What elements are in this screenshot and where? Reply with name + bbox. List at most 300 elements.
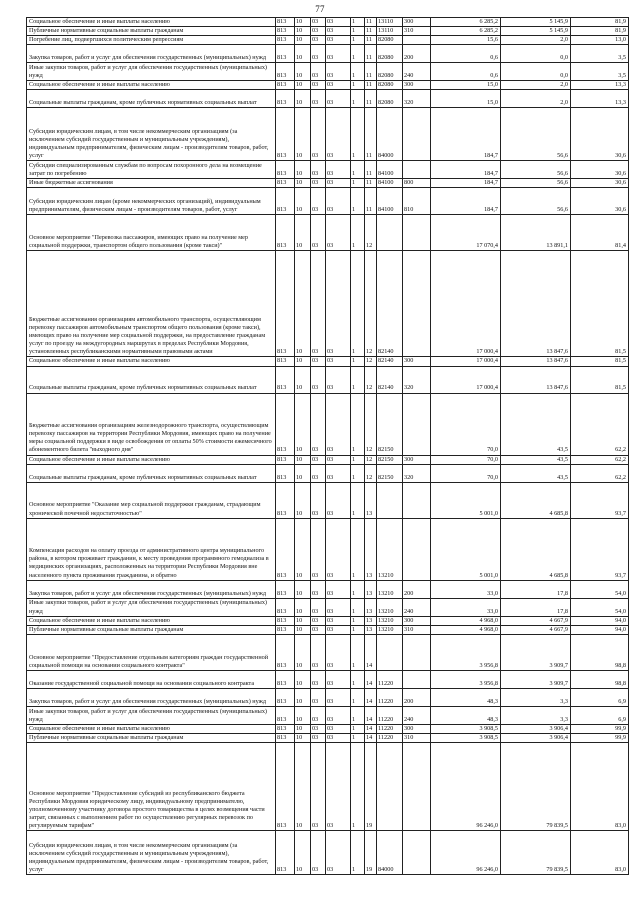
execution-percent: 62,2 <box>571 455 629 464</box>
row-name: Компенсация расходов на оплату проезда от административного центра муниципального района, в котором проживает гражданин, к месту проведения программного гемодиализа в медицинских организациях, расположенных на территории Республики Мордовия вне населенного пункта проживания гражданина, и обратно <box>27 518 276 580</box>
executed-amount: 79 839,5 <box>501 831 571 875</box>
row-name: Субсидии специализированным службам по вопросам похоронного дела на возмещение затрат по погребению <box>27 161 276 179</box>
approved-amount: 3 908,5 <box>431 724 501 733</box>
section-code: 10 <box>295 108 311 161</box>
ministry-code: 813 <box>276 598 295 616</box>
approved-amount: 96 246,0 <box>431 831 501 875</box>
execution-percent: 30,6 <box>571 108 629 161</box>
subprogram-code: 1 <box>351 688 365 706</box>
section-code: 10 <box>295 393 311 455</box>
table-row <box>27 580 629 598</box>
direction-code: 82140 <box>377 366 403 393</box>
row-name: Погребение лиц, подвергшихся политическим репрессиям <box>27 36 276 45</box>
table-row <box>27 45 629 63</box>
subsection-code: 03 <box>311 36 326 45</box>
table-row <box>27 251 629 357</box>
row-name: Основное мероприятие "Перевозка пассажиров, имеющих право на получение мер социальной поддержки, транспортом общего пользования (кроме такси)" <box>27 215 276 251</box>
approved-amount: 70,0 <box>431 393 501 455</box>
expense-type-code: 300 <box>403 724 431 733</box>
row-name: Бюджетные ассигнования организациям железнодорожного транспорта, осуществляющим перевозку пассажиров на территории Республики Мордовия, имеющих право на получение меры социальной поддержки в виде освобождения от оплаты 50% стоимости ежемесячного абонементного билета "выходного дня" <box>27 393 276 455</box>
table-row <box>27 81 629 90</box>
approved-amount: 48,3 <box>431 706 501 724</box>
subsection-code: 03 <box>311 90 326 108</box>
approved-amount: 17 070,4 <box>431 215 501 251</box>
subsection-code: 03 <box>311 27 326 36</box>
executed-amount: 56,6 <box>501 188 571 215</box>
direction-code: 11220 <box>377 706 403 724</box>
row-name: Субсидии юридическим лицам, в том числе некоммерческим организациям (за исключением субсидий государственным и муниципальным учреждениям), индивидуальным предпринимателям, физическим лицам - производителям товаров, работ, услуг <box>27 831 276 875</box>
expense-type-code <box>403 634 431 670</box>
row-name: Иные закупки товаров, работ и услуг для обеспечения государственных (муниципальных) нужд <box>27 598 276 616</box>
ministry-code: 813 <box>276 36 295 45</box>
execution-percent: 81,9 <box>571 27 629 36</box>
event-code: 12 <box>365 366 377 393</box>
approved-amount: 33,0 <box>431 598 501 616</box>
execution-percent: 30,6 <box>571 188 629 215</box>
direction-code: 13210 <box>377 580 403 598</box>
expense-type-code <box>403 161 431 179</box>
approved-amount: 17 000,4 <box>431 366 501 393</box>
execution-percent: 94,0 <box>571 616 629 625</box>
execution-percent: 83,0 <box>571 743 629 831</box>
table-row <box>27 634 629 670</box>
row-name: Субсидии юридическим лицам (кроме некоммерческих организаций), индивидуальным предпринимателям, физическим лицам - производителям товаров, работ, услуг <box>27 188 276 215</box>
subprogram-code: 1 <box>351 18 365 27</box>
row-name: Социальное обеспечение и иные выплаты населению <box>27 616 276 625</box>
approved-amount: 184,7 <box>431 161 501 179</box>
program-code: 03 <box>326 580 351 598</box>
executed-amount: 3 909,7 <box>501 634 571 670</box>
subsection-code: 03 <box>311 482 326 518</box>
program-code: 03 <box>326 45 351 63</box>
program-code: 03 <box>326 688 351 706</box>
subsection-code: 03 <box>311 45 326 63</box>
expense-type-code <box>403 831 431 875</box>
section-code: 10 <box>295 36 311 45</box>
section-code: 10 <box>295 724 311 733</box>
subprogram-code: 1 <box>351 724 365 733</box>
program-code: 03 <box>326 188 351 215</box>
direction-code: 13210 <box>377 625 403 634</box>
section-code: 10 <box>295 251 311 357</box>
table-body <box>27 18 629 875</box>
execution-percent: 93,7 <box>571 518 629 580</box>
expense-type-code: 200 <box>403 580 431 598</box>
row-name: Закупка товаров, работ и услуг для обеспечения государственных (муниципальных) нужд <box>27 580 276 598</box>
program-code: 03 <box>326 161 351 179</box>
row-name: Субсидии юридическим лицам, в том числе некоммерческим организациям (за исключением субсидий государственным и муниципальным учреждениям), индивидуальным предпринимателям, физическим лицам - производителям товаров, работ, услуг <box>27 108 276 161</box>
event-code: 11 <box>365 63 377 81</box>
subprogram-code: 1 <box>351 179 365 188</box>
section-code: 10 <box>295 625 311 634</box>
program-code: 03 <box>326 670 351 688</box>
approved-amount: 48,3 <box>431 688 501 706</box>
subprogram-code: 1 <box>351 634 365 670</box>
row-name: Публичные нормативные социальные выплаты гражданам <box>27 27 276 36</box>
event-code: 13 <box>365 482 377 518</box>
execution-percent: 62,2 <box>571 464 629 482</box>
subprogram-code: 1 <box>351 464 365 482</box>
approved-amount: 15,0 <box>431 90 501 108</box>
table-row <box>27 464 629 482</box>
event-code: 11 <box>365 188 377 215</box>
expense-type-code: 300 <box>403 455 431 464</box>
subprogram-code: 1 <box>351 831 365 875</box>
expense-type-code <box>403 36 431 45</box>
execution-percent: 13,0 <box>571 36 629 45</box>
subsection-code: 03 <box>311 518 326 580</box>
program-code: 03 <box>326 179 351 188</box>
direction-code: 82150 <box>377 393 403 455</box>
section-code: 10 <box>295 743 311 831</box>
expense-type-code <box>403 108 431 161</box>
subsection-code: 03 <box>311 831 326 875</box>
table-row <box>27 688 629 706</box>
budget-table <box>26 17 629 875</box>
table-row <box>27 706 629 724</box>
direction-code <box>377 634 403 670</box>
ministry-code: 813 <box>276 724 295 733</box>
executed-amount: 3,3 <box>501 706 571 724</box>
row-name: Публичные нормативные социальные выплаты гражданам <box>27 625 276 634</box>
direction-code: 82140 <box>377 251 403 357</box>
row-name: Основное мероприятие "Оказание мер социальной поддержки гражданам, страдающим хронической почечной недостаточностью" <box>27 482 276 518</box>
section-code: 10 <box>295 598 311 616</box>
execution-percent: 3,5 <box>571 45 629 63</box>
direction-code: 84100 <box>377 179 403 188</box>
executed-amount: 4 667,9 <box>501 616 571 625</box>
event-code: 11 <box>365 27 377 36</box>
ministry-code: 813 <box>276 188 295 215</box>
approved-amount: 70,0 <box>431 455 501 464</box>
subprogram-code: 1 <box>351 482 365 518</box>
program-code: 03 <box>326 482 351 518</box>
expense-type-code: 310 <box>403 733 431 742</box>
executed-amount: 2,0 <box>501 90 571 108</box>
program-code: 03 <box>326 81 351 90</box>
approved-amount: 3 956,8 <box>431 634 501 670</box>
subprogram-code: 1 <box>351 357 365 366</box>
execution-percent: 30,6 <box>571 161 629 179</box>
program-code: 03 <box>326 357 351 366</box>
ministry-code: 813 <box>276 251 295 357</box>
table-row <box>27 455 629 464</box>
approved-amount: 0,6 <box>431 63 501 81</box>
subprogram-code: 1 <box>351 36 365 45</box>
direction-code: 84000 <box>377 831 403 875</box>
execution-percent: 13,3 <box>571 90 629 108</box>
event-code: 14 <box>365 670 377 688</box>
table-row <box>27 108 629 161</box>
direction-code: 13210 <box>377 598 403 616</box>
event-code: 13 <box>365 598 377 616</box>
ministry-code: 813 <box>276 706 295 724</box>
event-code: 12 <box>365 455 377 464</box>
direction-code: 13210 <box>377 616 403 625</box>
program-code: 03 <box>326 393 351 455</box>
executed-amount: 56,6 <box>501 108 571 161</box>
section-code: 10 <box>295 357 311 366</box>
subprogram-code: 1 <box>351 455 365 464</box>
program-code: 03 <box>326 743 351 831</box>
subprogram-code: 1 <box>351 63 365 81</box>
program-code: 03 <box>326 625 351 634</box>
executed-amount: 43,5 <box>501 464 571 482</box>
row-name: Закупка товаров, работ и услуг для обеспечения государственных (муниципальных) нужд <box>27 688 276 706</box>
subsection-code: 03 <box>311 688 326 706</box>
direction-code: 82080 <box>377 45 403 63</box>
executed-amount: 2,0 <box>501 36 571 45</box>
subsection-code: 03 <box>311 598 326 616</box>
direction-code: 11220 <box>377 688 403 706</box>
program-code: 03 <box>326 733 351 742</box>
ministry-code: 813 <box>276 161 295 179</box>
section-code: 10 <box>295 706 311 724</box>
expense-type-code: 310 <box>403 27 431 36</box>
section-code: 10 <box>295 90 311 108</box>
ministry-code: 813 <box>276 625 295 634</box>
event-code: 11 <box>365 36 377 45</box>
program-code: 03 <box>326 36 351 45</box>
expense-type-code <box>403 215 431 251</box>
program-code: 03 <box>326 616 351 625</box>
event-code: 13 <box>365 580 377 598</box>
row-name: Оказание государственной социальной помощи на основании социального контракта <box>27 670 276 688</box>
event-code: 13 <box>365 616 377 625</box>
event-code: 12 <box>365 464 377 482</box>
table-row <box>27 161 629 179</box>
ministry-code: 813 <box>276 18 295 27</box>
subprogram-code: 1 <box>351 161 365 179</box>
program-code: 03 <box>326 18 351 27</box>
subsection-code: 03 <box>311 733 326 742</box>
execution-percent: 98,8 <box>571 670 629 688</box>
table-row <box>27 518 629 580</box>
section-code: 10 <box>295 482 311 518</box>
approved-amount: 6 285,2 <box>431 18 501 27</box>
table-row <box>27 63 629 81</box>
execution-percent: 81,9 <box>571 18 629 27</box>
executed-amount: 4 667,9 <box>501 625 571 634</box>
row-name: Иные закупки товаров, работ и услуг для обеспечения государственных (муниципальных) нужд <box>27 706 276 724</box>
execution-percent: 62,2 <box>571 393 629 455</box>
execution-percent: 81,5 <box>571 357 629 366</box>
subprogram-code: 1 <box>351 108 365 161</box>
expense-type-code: 320 <box>403 366 431 393</box>
execution-percent: 99,9 <box>571 724 629 733</box>
subprogram-code: 1 <box>351 45 365 63</box>
event-code: 12 <box>365 215 377 251</box>
executed-amount: 2,0 <box>501 81 571 90</box>
event-code: 19 <box>365 743 377 831</box>
direction-code: 84100 <box>377 161 403 179</box>
ministry-code: 813 <box>276 179 295 188</box>
subsection-code: 03 <box>311 455 326 464</box>
row-name: Социальные выплаты гражданам, кроме публичных нормативных социальных выплат <box>27 366 276 393</box>
ministry-code: 813 <box>276 27 295 36</box>
subsection-code: 03 <box>311 706 326 724</box>
row-name: Социальные выплаты гражданам, кроме публичных нормативных социальных выплат <box>27 464 276 482</box>
direction-code: 82080 <box>377 81 403 90</box>
executed-amount: 4 685,8 <box>501 518 571 580</box>
table-row <box>27 18 629 27</box>
ministry-code: 813 <box>276 580 295 598</box>
execution-percent: 54,0 <box>571 598 629 616</box>
table-row <box>27 616 629 625</box>
subsection-code: 03 <box>311 616 326 625</box>
subprogram-code: 1 <box>351 188 365 215</box>
executed-amount: 3 906,4 <box>501 733 571 742</box>
ministry-code: 813 <box>276 393 295 455</box>
subsection-code: 03 <box>311 63 326 81</box>
ministry-code: 813 <box>276 215 295 251</box>
table-row <box>27 90 629 108</box>
subsection-code: 03 <box>311 724 326 733</box>
section-code: 10 <box>295 634 311 670</box>
row-name: Социальное обеспечение и иные выплаты населению <box>27 18 276 27</box>
ministry-code: 813 <box>276 482 295 518</box>
subsection-code: 03 <box>311 464 326 482</box>
program-code: 03 <box>326 598 351 616</box>
ministry-code: 813 <box>276 90 295 108</box>
execution-percent: 6,9 <box>571 706 629 724</box>
section-code: 10 <box>295 455 311 464</box>
ministry-code: 813 <box>276 831 295 875</box>
direction-code: 82080 <box>377 63 403 81</box>
direction-code: 13210 <box>377 518 403 580</box>
executed-amount: 5 145,9 <box>501 27 571 36</box>
ministry-code: 813 <box>276 45 295 63</box>
direction-code: 11220 <box>377 670 403 688</box>
execution-percent: 30,6 <box>571 179 629 188</box>
expense-type-code: 300 <box>403 616 431 625</box>
executed-amount: 43,5 <box>501 393 571 455</box>
event-code: 11 <box>365 45 377 63</box>
table-row <box>27 482 629 518</box>
ministry-code: 813 <box>276 455 295 464</box>
execution-percent: 93,7 <box>571 482 629 518</box>
direction-code <box>377 482 403 518</box>
section-code: 10 <box>295 464 311 482</box>
subprogram-code: 1 <box>351 27 365 36</box>
direction-code: 82150 <box>377 464 403 482</box>
expense-type-code: 200 <box>403 688 431 706</box>
direction-code <box>377 215 403 251</box>
ministry-code: 813 <box>276 108 295 161</box>
subprogram-code: 1 <box>351 81 365 90</box>
section-code: 10 <box>295 580 311 598</box>
section-code: 10 <box>295 215 311 251</box>
execution-percent: 99,9 <box>571 733 629 742</box>
direction-code: 84000 <box>377 108 403 161</box>
ministry-code: 813 <box>276 634 295 670</box>
section-code: 10 <box>295 688 311 706</box>
section-code: 10 <box>295 188 311 215</box>
direction-code: 82080 <box>377 36 403 45</box>
table-row <box>27 670 629 688</box>
row-name: Социальное обеспечение и иные выплаты населению <box>27 455 276 464</box>
event-code: 11 <box>365 108 377 161</box>
table-row <box>27 393 629 455</box>
program-code: 03 <box>326 215 351 251</box>
program-code: 03 <box>326 366 351 393</box>
section-code: 10 <box>295 81 311 90</box>
event-code: 12 <box>365 357 377 366</box>
event-code: 13 <box>365 625 377 634</box>
execution-percent: 98,8 <box>571 634 629 670</box>
direction-code: 82140 <box>377 357 403 366</box>
expense-type-code <box>403 393 431 455</box>
expense-type-code: 300 <box>403 18 431 27</box>
subsection-code: 03 <box>311 634 326 670</box>
executed-amount: 3 909,7 <box>501 670 571 688</box>
table-row <box>27 598 629 616</box>
subprogram-code: 1 <box>351 706 365 724</box>
ministry-code: 813 <box>276 518 295 580</box>
program-code: 03 <box>326 706 351 724</box>
row-name: Социальные выплаты гражданам, кроме публичных нормативных социальных выплат <box>27 90 276 108</box>
approved-amount: 3 908,5 <box>431 733 501 742</box>
execution-percent: 54,0 <box>571 580 629 598</box>
subprogram-code: 1 <box>351 625 365 634</box>
executed-amount: 79 839,5 <box>501 743 571 831</box>
execution-percent: 81,5 <box>571 366 629 393</box>
direction-code: 84100 <box>377 188 403 215</box>
section-code: 10 <box>295 18 311 27</box>
table-row <box>27 743 629 831</box>
approved-amount: 184,7 <box>431 179 501 188</box>
execution-percent: 81,4 <box>571 215 629 251</box>
executed-amount: 17,8 <box>501 580 571 598</box>
expense-type-code <box>403 251 431 357</box>
subprogram-code: 1 <box>351 366 365 393</box>
subprogram-code: 1 <box>351 616 365 625</box>
row-name: Иные бюджетные ассигнования <box>27 179 276 188</box>
table-row <box>27 366 629 393</box>
program-code: 03 <box>326 90 351 108</box>
execution-percent: 94,0 <box>571 625 629 634</box>
event-code: 11 <box>365 90 377 108</box>
row-name: Социальное обеспечение и иные выплаты населению <box>27 81 276 90</box>
subsection-code: 03 <box>311 357 326 366</box>
approved-amount: 70,0 <box>431 464 501 482</box>
table-row <box>27 215 629 251</box>
subprogram-code: 1 <box>351 90 365 108</box>
row-name: Бюджетные ассигнования организациям автомобильного транспорта, осуществляющим перевозку пассажиров автомобильным транспортом общего пользования (кроме такси), имеющих право на получение мер социальной поддержки, на предоставление гражданам услуг по проезду на междугородных маршрутах в пределах Республики Мордовия, установленных республиканскими нормативными правовыми актами <box>27 251 276 357</box>
expense-type-code: 320 <box>403 90 431 108</box>
table-row <box>27 27 629 36</box>
direction-code: 11220 <box>377 733 403 742</box>
section-code: 10 <box>295 45 311 63</box>
subprogram-code: 1 <box>351 518 365 580</box>
approved-amount: 5 001,0 <box>431 518 501 580</box>
subprogram-code: 1 <box>351 743 365 831</box>
subsection-code: 03 <box>311 81 326 90</box>
subprogram-code: 1 <box>351 733 365 742</box>
ministry-code: 813 <box>276 357 295 366</box>
subprogram-code: 1 <box>351 215 365 251</box>
subsection-code: 03 <box>311 179 326 188</box>
section-code: 10 <box>295 161 311 179</box>
executed-amount: 13 847,6 <box>501 251 571 357</box>
expense-type-code: 200 <box>403 45 431 63</box>
section-code: 10 <box>295 518 311 580</box>
table-row <box>27 179 629 188</box>
program-code: 03 <box>326 63 351 81</box>
subsection-code: 03 <box>311 161 326 179</box>
expense-type-code <box>403 670 431 688</box>
expense-type-code <box>403 518 431 580</box>
